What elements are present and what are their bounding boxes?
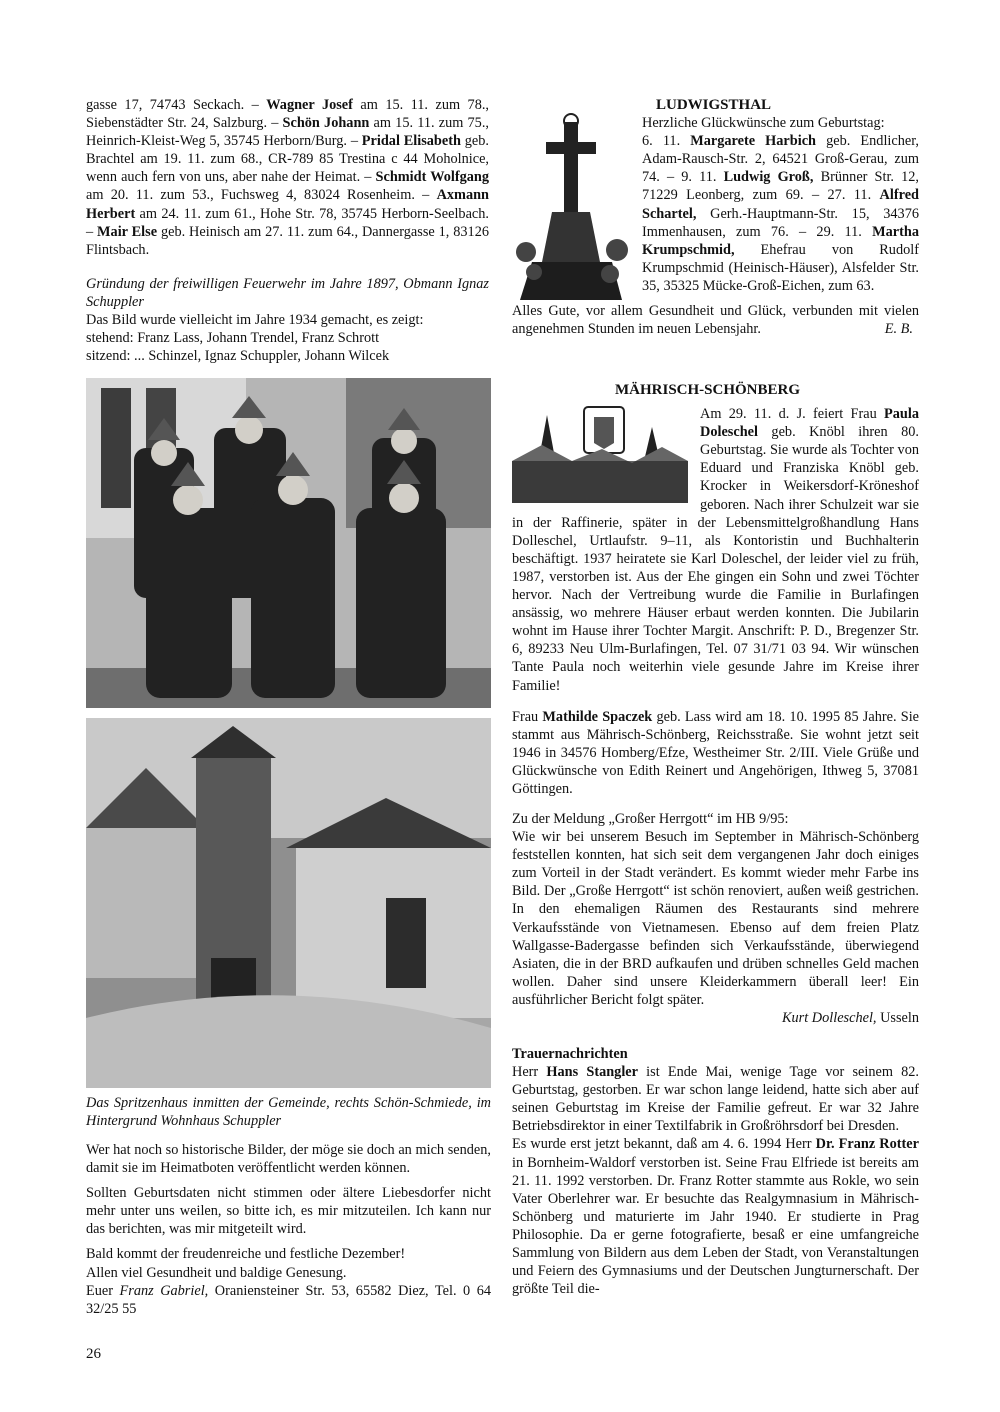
grosser-herrgott-report: Zu der Meldung „Großer Herrgott“ im HB 9/95: Wie wir bei unserem Besuch im September in Mährisch-Schönberg feststellen konnten, hat sich seit dem vergangenen Jahr doch einiges zum Vorteil in der Stadt verändert. Es kommt wieder mehr Farbe ins Bild. Der „Große Herrgott“ ist schön renoviert, außen weiß gestrichen. In den ehemaligen Räumen des Restaurants sind mehrere Verkaufsstände von Vietnamesen. Ebenso auf dem freien Platz Wallgasse-Badergasse befinden sich Verkaufsstände, überwiegend Asiaten, die in der BRD aufkaufen und drüben schnelles Geld machen wollen. Daher sind unsere Kleiderkammern überall leer! Ein ausführlicher Bericht folgt später. Kurt Dolleschel, Usseln [512,811,919,1027]
mathilde-spaczek-note: Frau Mathilde Spaczek geb. Lass wird am 18. 10. 1995 85 Jahre. Sie stammt aus Mährisch-Schönberg, Reichsstraße. Sie wohnt jetzt seit 1946 in 34576 Homberg/Efze, Westheimer Str. 2/III. Viele Grüße und Glückwünsche von Edith Reinert und Angehörigen, Ithweg 5, 37081 Göttingen. [512,709,920,798]
name-schoen: Schön Johann [282,115,370,132]
fire-brigade-text: Gründung der freiwilligen Feuerwehr im Jahre 1897, Obmann Ignaz Schuppler Das Bild wurde vielleicht im Jahre 1934 gemacht, es zeigt: stehend: Franz Lass, Johann Trendel, Franz Schrott sitzend: ... Schinzel, Ignaz Schuppler, Johann Wilcek [86,276,489,365]
fire-brigade-caption: Gründung der freiwilligen Feuerwehr im Jahre 1897, Obmann Ignaz Schuppler [86,276,489,311]
birthday-list-continued: gasse 17, 74743 Seckach. – Wagner Josef am 15. 11. zum 78., Siebenstädter Str. 24, Salzburg. – Schön Johann am 15. 11. zum 75., Heinrich-Kleist-Weg 5, 35745 Herborn/Burg. – Pridal Elisabeth geb. Brachtel am 19. 11. zum 68., CR-789 85 Trestina c 44 Moholnice, wenn auch fern von uns, aber nahe der Heimat. – Schmidt Wolfgang am 20. 11. zum 53., Fuchsweg 4, 83024 Rosenheim. – Axmann Herbert am 24. 11. zum 61., Hohe Str. 78, 35745 Herborn-Seelbach. – Mair Else geb. Heinisch am 27. 11. zum 64., Dannergasse 1, 83126 Flintsbach. [86,97,490,258]
ludwigsthal-section: LUDWIGSTHAL Herzliche Glückwünsche zum Geburtstag: 6. 11. Margarete Harbich geb. Endlicher, Adam-Rausch-Str. 2, 64521 Groß-Gerau, zum 74. – 9. 11. Ludwig Groß, Brünner Str. 12, 71229 Leonberg, zum 69. – 27. 11. Alfred Schartel, Gerh.-Hauptmann-Str. 15, 34376 Immenhausen, zum 76. – 29. 11. Martha Krumpschmid, Ehefrau von Rudolf Krumpschmid (Heinisch-Häuser), Alsfelder Str. 35, 35325 Mücke-Groß-Eichen, zum 63. Alles Gute, vor allem Gesundheit und Glück, verbunden mit vielen angenehmen Stunden im neuen Lebensjahr. E. B. [512,97,919,338]
name-axmann: Axmann Herbert [86,187,489,222]
obituaries-heading: Trauernachrichten [512,1046,628,1062]
fire-brigade-photo [86,378,491,708]
closing-notes: Wer hat noch so historische Bilder, der möge sie doch an mich senden, damit sie im Heimatboten veröffentlicht werden können. Sollten Geburtsdaten nicht stimmen oder ältere Liebesdorfer nicht mehr unter uns weilen, so bitte ich, es mir mitzuteilen. Ich kann nur das berichten, was mir mitgeteilt wird. Bald kommt der freudenreiche und festliche Dezember! Allen viel Gesundheit und baldige Genesung. Euer Franz Gabriel, Oraniensteiner Str. 53, 65582 Diez, Tel. 0 64 32/25 55 [86,1142,491,1317]
schoenberg-section: MÄHRISCH-SCHÖNBERG Am 29. 11. d. J. feiert Frau Paula Doleschel geb. Knöbl ihren 80. Geburtstag. Sie wurde als Tochter von Eduard und Franziska Knöbl geb. Krocker in Weikersdorf-Kröneshof geboren. Nach ihrer Schulzeit war sie in der Raffinerie, später in der Lebensmittelgroßhandlung Hans Dolleschel, Urtlaufstr. 9–11, als Kontoristin und Buchhalterin beschäftigt. 1937 heiratete sie Karl Doleschel, der leider viel zu früh, 1987, verstorben ist. Aus der Ehe gingen ein Sohn und zwei Töchter hervor. Nach der Vertreibung wurde die Familie in Burlafingen ansässig, wo mehrere Häuser erbaut werden konnten. Die Jubilarin wohnt im Hause ihrer Tochter Margit. Anschrift: P. D., Bregenzer Str. 6, 89233 Neu Ulm-Burlafingen, Tel. 07 31/71 03 94. Wir wünschen Tante Paula noch weiterhin viele gesunde Jahre im Kreise ihrer Familie! [512,382,919,694]
ludwigsthal-heading: LUDWIGSTHAL [656,97,772,113]
schoenberg-heading: MÄHRISCH-SCHÖNBERG [615,382,801,398]
fire-house-caption: Das Spritzenhaus inmitten der Gemeinde, rechts Schön-Schmiede, im Hintergrund Wohnhaus Schuppler [86,1095,491,1130]
obituaries: Trauernachrichten Herr Hans Stangler ist Ende Mai, wenige Tage vor seinem 82. Geburtstag, gestorben. Er war schon lange leidend, hatte sich aber auf seinen Geburtstag im Kreise der Familie gefreut. Er war 32 Jahre Betriebsdirektor in einer Textilfabrik in Großröhrsdorf bei Dresden. Es wurde erst jetzt bekannt, daß am 4. 6. 1994 Herr Dr. Franz Rotter in Bornheim-Waldorf verstorben ist. Seine Frau Elfriede ist bereits am 21. 11. 1992 verstorben. Dr. Franz Rotter stammte aus Rokle, wo sein Vater Oberlehrer war. Er besuchte das Realgymnasium in Mährisch-Schönberg und maturierte im Jahr 1940. Er studierte in Prag Philosophie. Da er gerne fotografierte, besaß er eine umfangreiche Sammlung von Bildern aus dem Leben der Stadt, von Veranstaltungen und Feiern des Gymnasiums und der Deutschen Jungturnerschaft. Der größte Teil die- [512,1046,920,1298]
ludwigsthal-initials: E. B. [884,321,913,338]
page-number: 26 [86,1346,101,1362]
fire-house-photo [86,718,491,1088]
name-pridal: Pridal Elisabeth [361,133,461,150]
herrgott-signature: Kurt Dolleschel, Usseln [781,1010,919,1027]
name-wagner: Wagner Josef [266,97,353,113]
name-mair: Mair Else [97,223,158,240]
name-schmidt: Schmidt Wolfgang [375,169,489,186]
author-signature: Euer Franz Gabriel, Oraniensteiner Str. 53, 65582 Diez, Tel. 0 64 32/25 55 [86,1282,491,1317]
